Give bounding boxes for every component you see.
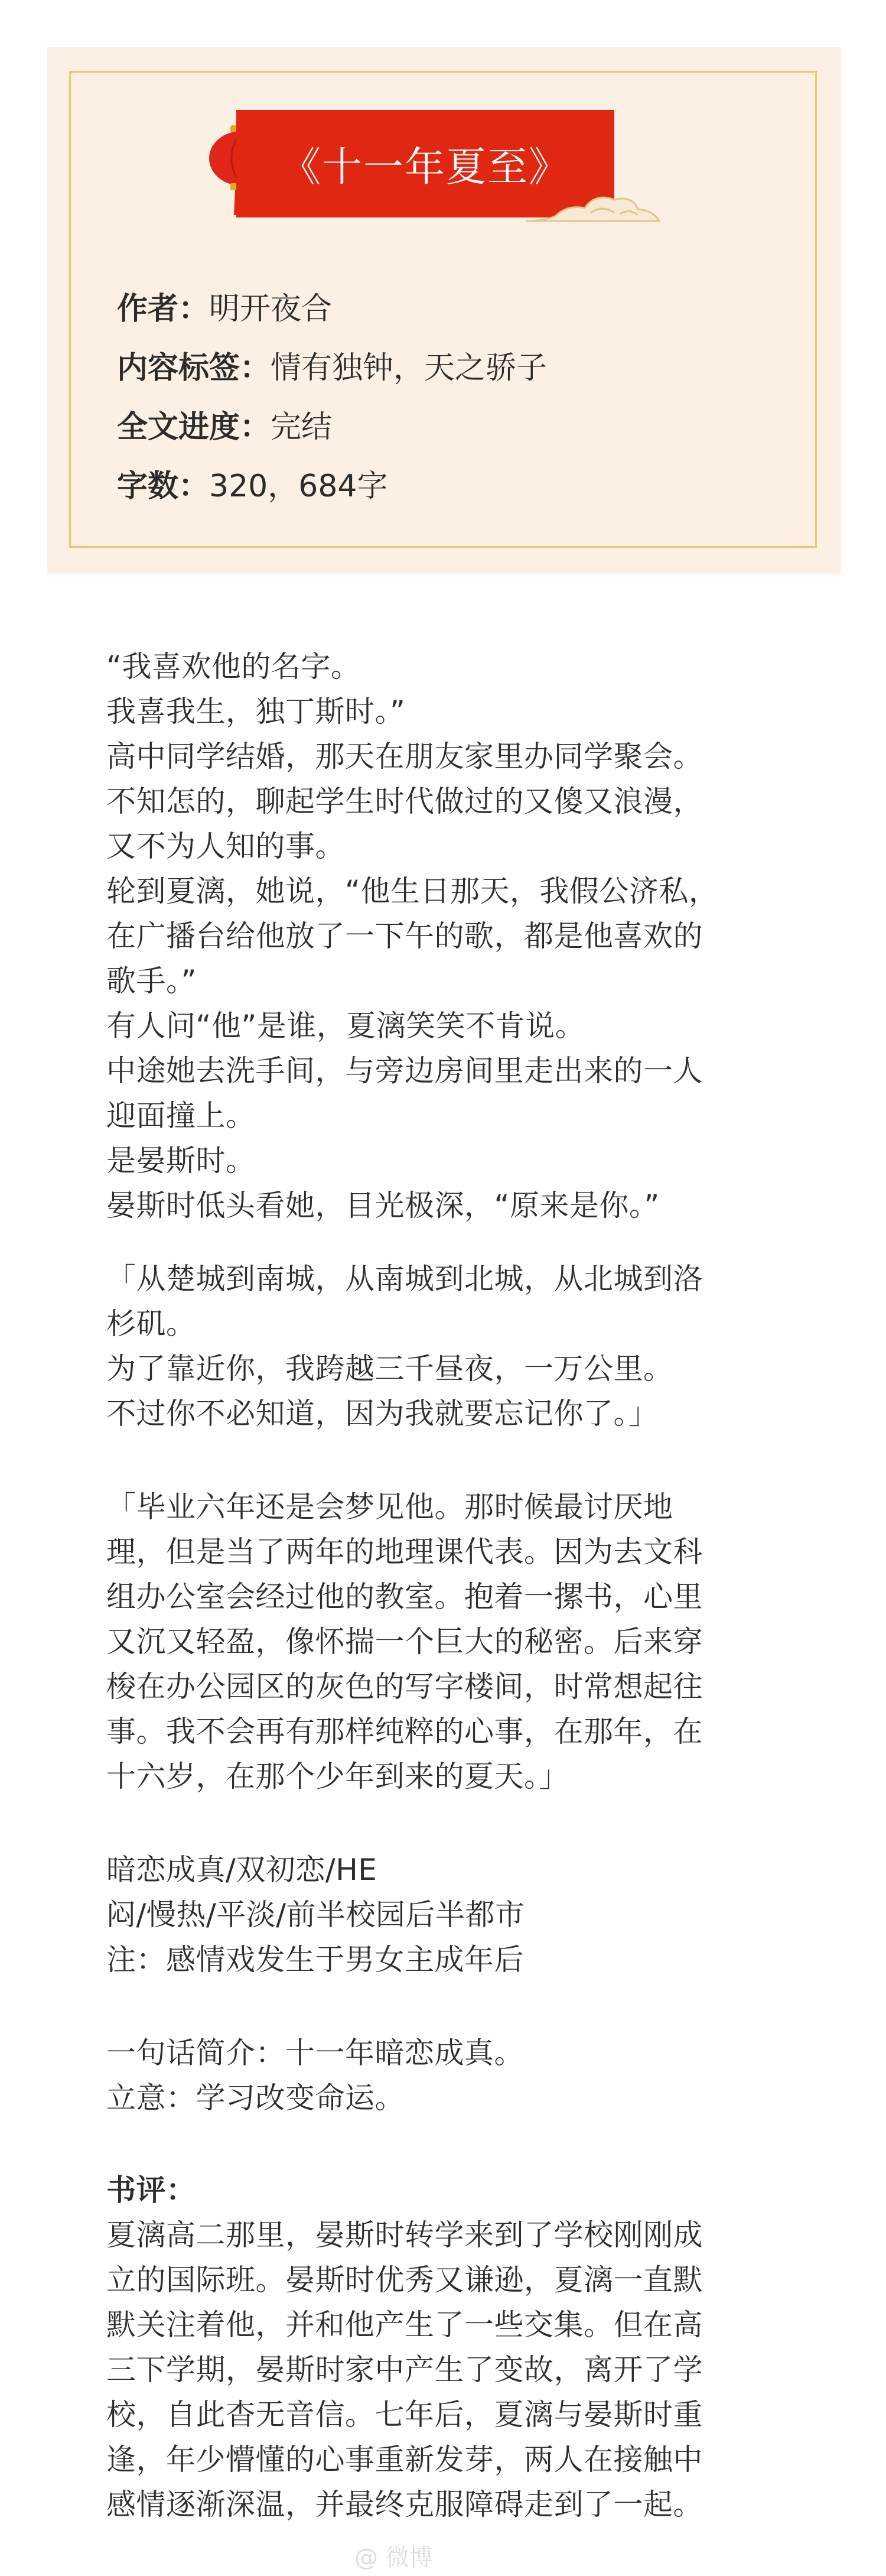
text-line: 又不为人知的事。 <box>106 829 345 863</box>
author-label: 作者： <box>117 291 210 327</box>
text-line: 组办公室会经过他的教室。抱着一摞书，心里 <box>106 1580 703 1614</box>
text-line: 感情逐渐深温，并最终克服障碍走到了一起。 <box>106 2487 703 2522</box>
text-line: 夏漓高二那里，晏斯时转学来到了学校刚刚成 <box>106 2218 703 2252</box>
text-line: 十六岁，在那个少年到来的夏天。」 <box>106 1759 569 1794</box>
text-line: 杉矶。 <box>106 1307 196 1341</box>
text-line: 轮到夏漓，她说，“他生日那天，我假公济私， <box>106 874 719 908</box>
text-line: 歌手。” <box>106 964 197 998</box>
text-line: 事。我不会再有那样纯粹的心事，在那年，在 <box>106 1714 703 1749</box>
text-line: 闷/慢热/平淡/前半校园后半都市 <box>106 1898 525 1932</box>
text-line: 「从楚城到南城，从南城到北城，从北城到洛 <box>106 1262 703 1296</box>
text-line: 我喜我生，独丁斯时。” <box>106 694 406 729</box>
text-line: 不过你不必知道，因为我就要忘记你了。」 <box>106 1396 659 1431</box>
watermark: @ 微博 <box>354 2544 433 2571</box>
text-line: 注：感情戏发生于男女主成年后 <box>106 1942 524 1977</box>
text-line: 一句话简介：十一年暗恋成真。 <box>106 2036 524 2070</box>
text-line: 迎面撞上。 <box>106 1099 256 1133</box>
text-line: 为了靠近你，我跨越三千昼夜，一万公里。 <box>106 1352 673 1386</box>
text-line: 不知怎的，聊起学生时代做过的又傻又浪漫， <box>106 784 703 818</box>
count-label: 字数： <box>117 469 210 504</box>
text-line: 梭在办公园区的灰色的写字楼间，时常想起往 <box>106 1669 703 1704</box>
progress-value: 完结 <box>271 410 333 445</box>
text-line: 立意：学习改变命运。 <box>106 2081 405 2115</box>
text-line: 在广播台给他放了一下午的歌，都是他喜欢的 <box>106 919 703 953</box>
text-line: 理，但是当了两年的地理课代表。因为去文科 <box>106 1535 703 1569</box>
review-heading: 书评： <box>106 2173 196 2207</box>
progress-label: 全文进度： <box>117 410 271 445</box>
title-banner: 《十一年夏至》 <box>236 110 614 217</box>
tags-value: 情有独钟，天之骄子 <box>271 350 548 386</box>
text-line: 暗恋成真/双初恋/HE <box>106 1853 377 1887</box>
text-line: 晏斯时低头看她，目光极深，“原来是你。” <box>106 1188 660 1223</box>
text-line: 「毕业六年还是会梦见他。那时候最讨厌地 <box>106 1490 673 1524</box>
text-line: 校，自此杳无音信。七年后，夏漓与晏斯时重 <box>106 2398 703 2432</box>
info-author <box>117 284 332 328</box>
text-line: 中途她去洗手间，与旁边房间里走出来的一人 <box>106 1054 703 1088</box>
text-line: 是晏斯时。 <box>106 1144 256 1178</box>
count-value: 320，684字 <box>209 469 388 504</box>
text-line: 立的国际班。晏斯时优秀又谦逊，夏漓一直默 <box>106 2263 703 2297</box>
text-line: 又沉又轻盈，像怀揣一个巨大的秘密。后来穿 <box>106 1625 703 1659</box>
text-line: 有人问“他”是谁，夏漓笑笑不肯说。 <box>106 1009 585 1043</box>
cloud-ornament-icon <box>520 187 665 230</box>
text-line: 默关注着他，并和他产生了一些交集。但在高 <box>106 2308 703 2342</box>
tags-label: 内容标签： <box>117 350 271 386</box>
text-line: “我喜欢他的名字。 <box>106 649 361 684</box>
author-value: 明开夜合 <box>209 291 333 327</box>
info-progress <box>117 402 332 446</box>
text-line: 逢，年少懵懂的心事重新发芽，两人在接触中 <box>106 2442 703 2477</box>
text-line: 三下学期，晏斯时家中产生了变故，离开了学 <box>106 2353 703 2387</box>
info-count <box>117 461 388 505</box>
info-tags <box>117 343 547 387</box>
text-line: 高中同学结婚，那天在朋友家里办同学聚会。 <box>106 739 703 774</box>
